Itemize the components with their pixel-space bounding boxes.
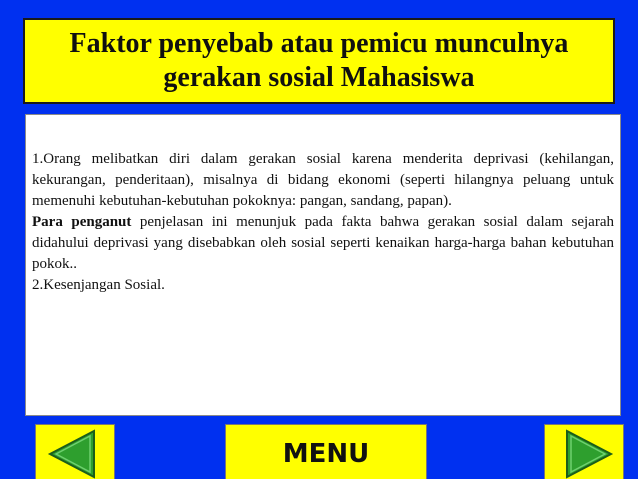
- previous-slide-button[interactable]: [35, 424, 115, 479]
- next-slide-button[interactable]: [544, 424, 624, 479]
- slide-title-line1: Faktor penyebab atau pemicu munculnya: [69, 28, 569, 59]
- triangle-left-icon: [36, 425, 116, 479]
- explanation-paragraph: [32, 212, 614, 275]
- slide-title-line2: gerakan sosial Mahasiswa: [163, 62, 475, 93]
- slide-title-box: [23, 18, 615, 104]
- slide-title: [62, 27, 577, 95]
- menu-button[interactable]: [225, 424, 427, 479]
- explanation-text: penjelasan ini menunjuk pada fakta bahwa gerakan sosial dalam sejarah didahului deprivasi yang disebabkan oleh sosial seperti kenaikan harga-harga bahan kebutuhan pokok..: [32, 214, 614, 272]
- triangle-right-icon: [545, 425, 625, 479]
- explanation-emphasis: Para penganut: [32, 214, 132, 230]
- point-2-text: 2.Kesenjangan Sosial.: [32, 277, 165, 293]
- point-1-text: 1.Orang melibatkan diri dalam gerakan sosial karena menderita deprivasi (kehilangan, kekurangan, penderitaan), misalnya di bidang ekonomi (seperti hilangnya peluang untuk memenuhi kebutuhan-kebutuhan pokoknya: pangan, sandang, papan).: [32, 151, 614, 209]
- menu-button-label: MENU: [282, 439, 370, 469]
- content-panel: [25, 114, 621, 416]
